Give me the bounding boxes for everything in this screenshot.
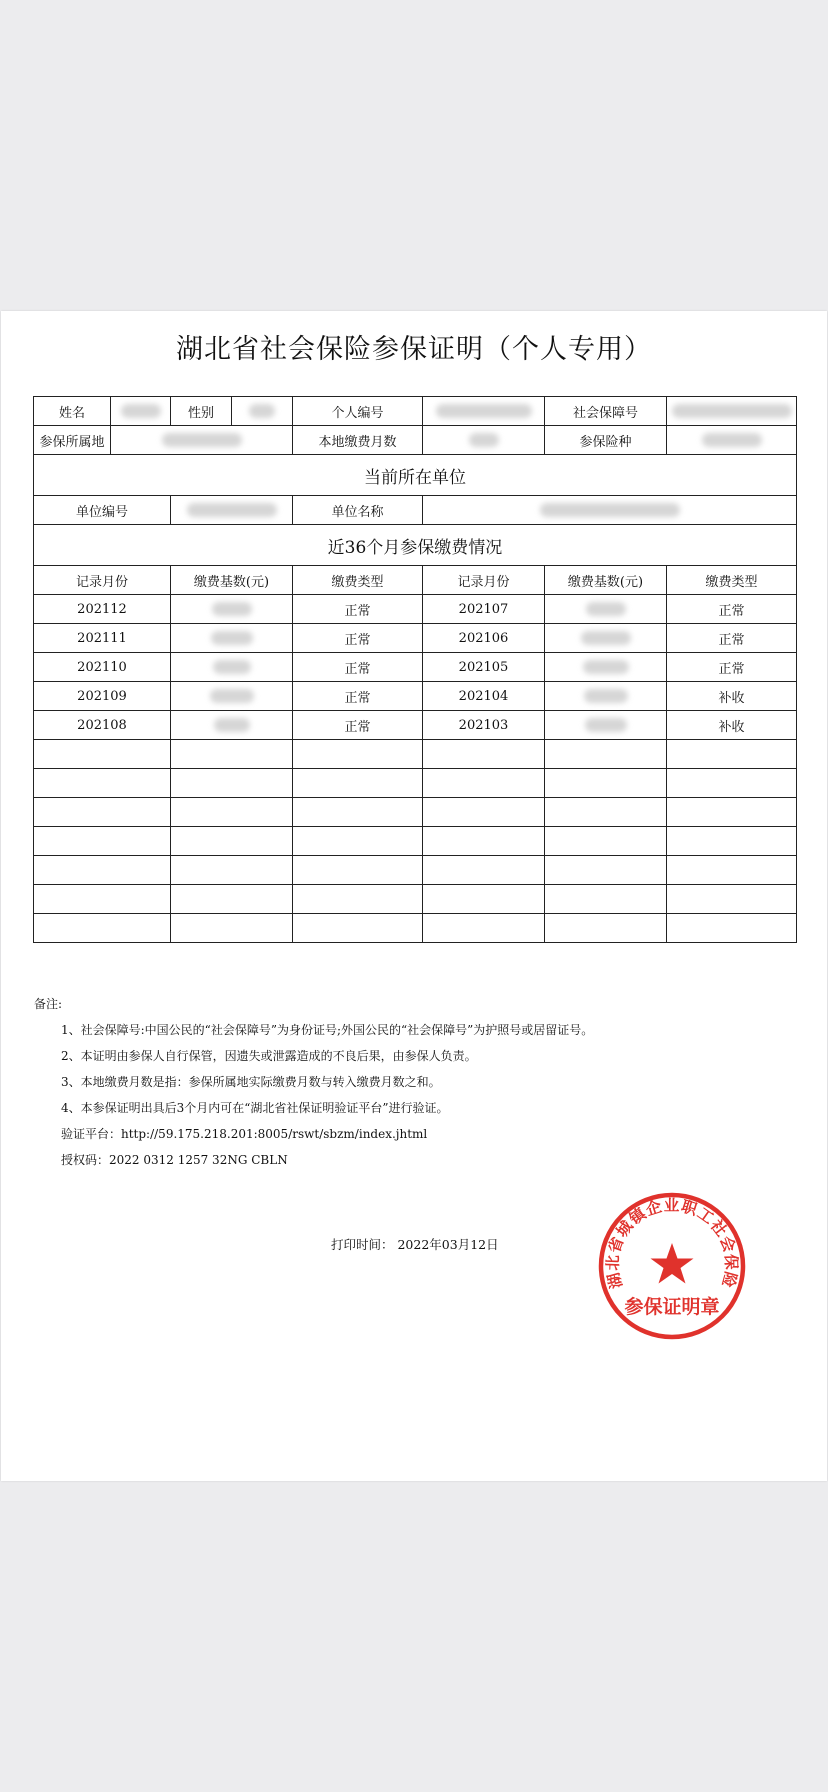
record-month: 202107 bbox=[423, 595, 545, 624]
authorization-code: 授权码：2022 0312 1257 32NG CBLN bbox=[61, 1153, 288, 1167]
empty-row bbox=[34, 885, 797, 914]
payment-type: 正常 bbox=[293, 711, 423, 740]
insured-place-label: 参保所属地 bbox=[34, 426, 111, 455]
payment-base bbox=[171, 682, 293, 711]
note-item: 4、本参保证明出具后3个月内可在“湖北省社保证明验证平台”进行验证。 bbox=[61, 1101, 449, 1115]
record-month: 202106 bbox=[423, 624, 545, 653]
insurance-type-label: 参保险种 bbox=[545, 426, 667, 455]
record-month: 202112 bbox=[34, 595, 171, 624]
gender-label: 性别 bbox=[171, 397, 232, 426]
note-item: 1、社会保障号:中国公民的“社会保障号”为身份证号;外国公民的“社会保障号”为护照号或居留证号。 bbox=[61, 1023, 594, 1037]
col-header-type-left: 缴费类型 bbox=[293, 566, 423, 595]
unit-section-title: 当前所在单位 bbox=[34, 455, 797, 496]
payments-section-title: 近36个月参保缴费情况 bbox=[34, 525, 797, 566]
col-header-base-left: 缴费基数(元) bbox=[171, 566, 293, 595]
table-row bbox=[34, 624, 797, 653]
note-item: 3、本地缴费月数是指：参保所属地实际缴费月数与转入缴费月数之和。 bbox=[61, 1075, 441, 1089]
official-seal-icon bbox=[597, 1191, 747, 1341]
payment-base bbox=[171, 624, 293, 653]
unit-section-header-row bbox=[34, 455, 797, 496]
col-header-type-right: 缴费类型 bbox=[667, 566, 797, 595]
payment-type: 正常 bbox=[667, 595, 797, 624]
certificate-table bbox=[33, 396, 797, 943]
payments-section-header-row bbox=[34, 525, 797, 566]
personal-info-row-1 bbox=[34, 397, 797, 426]
unit-info-row bbox=[34, 496, 797, 525]
document-title: 湖北省社会保险参保证明（个人专用） bbox=[176, 334, 652, 365]
unit-no-value bbox=[171, 496, 293, 525]
unit-name-value bbox=[423, 496, 797, 525]
col-header-base-right: 缴费基数(元) bbox=[545, 566, 667, 595]
notes-heading: 备注: bbox=[34, 997, 63, 1011]
payment-base bbox=[545, 653, 667, 682]
gender-value bbox=[232, 397, 293, 426]
col-header-month-right: 记录月份 bbox=[423, 566, 545, 595]
record-month: 202110 bbox=[34, 653, 171, 682]
payment-base bbox=[171, 595, 293, 624]
insurance-type-value bbox=[667, 426, 797, 455]
social-no-label: 社会保障号 bbox=[545, 397, 667, 426]
payment-type: 正常 bbox=[293, 653, 423, 682]
table-row bbox=[34, 595, 797, 624]
verification-platform: 验证平台：http://59.175.218.201:8005/rswt/sbzm/index.jhtml bbox=[61, 1127, 428, 1141]
local-months-label: 本地缴费月数 bbox=[293, 426, 423, 455]
payment-type: 正常 bbox=[667, 624, 797, 653]
payment-base bbox=[171, 711, 293, 740]
payment-type: 补收 bbox=[667, 682, 797, 711]
social-no-value bbox=[667, 397, 797, 426]
seal-bottom-text: 参保证明章 bbox=[624, 1296, 720, 1318]
payment-type: 正常 bbox=[293, 595, 423, 624]
table-row bbox=[34, 653, 797, 682]
payments-header-row bbox=[34, 566, 797, 595]
empty-row bbox=[34, 740, 797, 769]
record-month: 202108 bbox=[34, 711, 171, 740]
unit-no-label: 单位编号 bbox=[34, 496, 171, 525]
note-item: 2、本证明由参保人自行保管，因遗失或泄露造成的不良后果，由参保人负责。 bbox=[61, 1049, 477, 1063]
payment-base bbox=[545, 682, 667, 711]
record-month: 202103 bbox=[423, 711, 545, 740]
insured-place-value bbox=[111, 426, 293, 455]
payment-base bbox=[545, 595, 667, 624]
record-month: 202111 bbox=[34, 624, 171, 653]
personal-info-row-2 bbox=[34, 426, 797, 455]
personal-no-label: 个人编号 bbox=[293, 397, 423, 426]
empty-row bbox=[34, 827, 797, 856]
table-row bbox=[34, 711, 797, 740]
payment-type: 正常 bbox=[667, 653, 797, 682]
record-month: 202104 bbox=[423, 682, 545, 711]
empty-row bbox=[34, 798, 797, 827]
empty-row bbox=[34, 769, 797, 798]
payment-base bbox=[545, 711, 667, 740]
payment-base bbox=[171, 653, 293, 682]
col-header-month-left: 记录月份 bbox=[34, 566, 171, 595]
unit-name-label: 单位名称 bbox=[293, 496, 423, 525]
record-month: 202109 bbox=[34, 682, 171, 711]
payment-base bbox=[545, 624, 667, 653]
payment-type: 正常 bbox=[293, 624, 423, 653]
name-label: 姓名 bbox=[34, 397, 111, 426]
payment-type: 补收 bbox=[667, 711, 797, 740]
notes-section bbox=[34, 991, 593, 1173]
payment-type: 正常 bbox=[293, 682, 423, 711]
table-row bbox=[34, 682, 797, 711]
empty-row bbox=[34, 856, 797, 885]
name-value bbox=[111, 397, 171, 426]
personal-no-value bbox=[423, 397, 545, 426]
print-time: 打印时间： 2022年03月12日 bbox=[331, 1237, 499, 1252]
seal-ring-text: 湖北省城镇企业职工社会保险 bbox=[602, 1195, 742, 1291]
certificate-page bbox=[1, 311, 827, 1481]
local-months-value bbox=[423, 426, 545, 455]
record-month: 202105 bbox=[423, 653, 545, 682]
empty-row bbox=[34, 914, 797, 943]
